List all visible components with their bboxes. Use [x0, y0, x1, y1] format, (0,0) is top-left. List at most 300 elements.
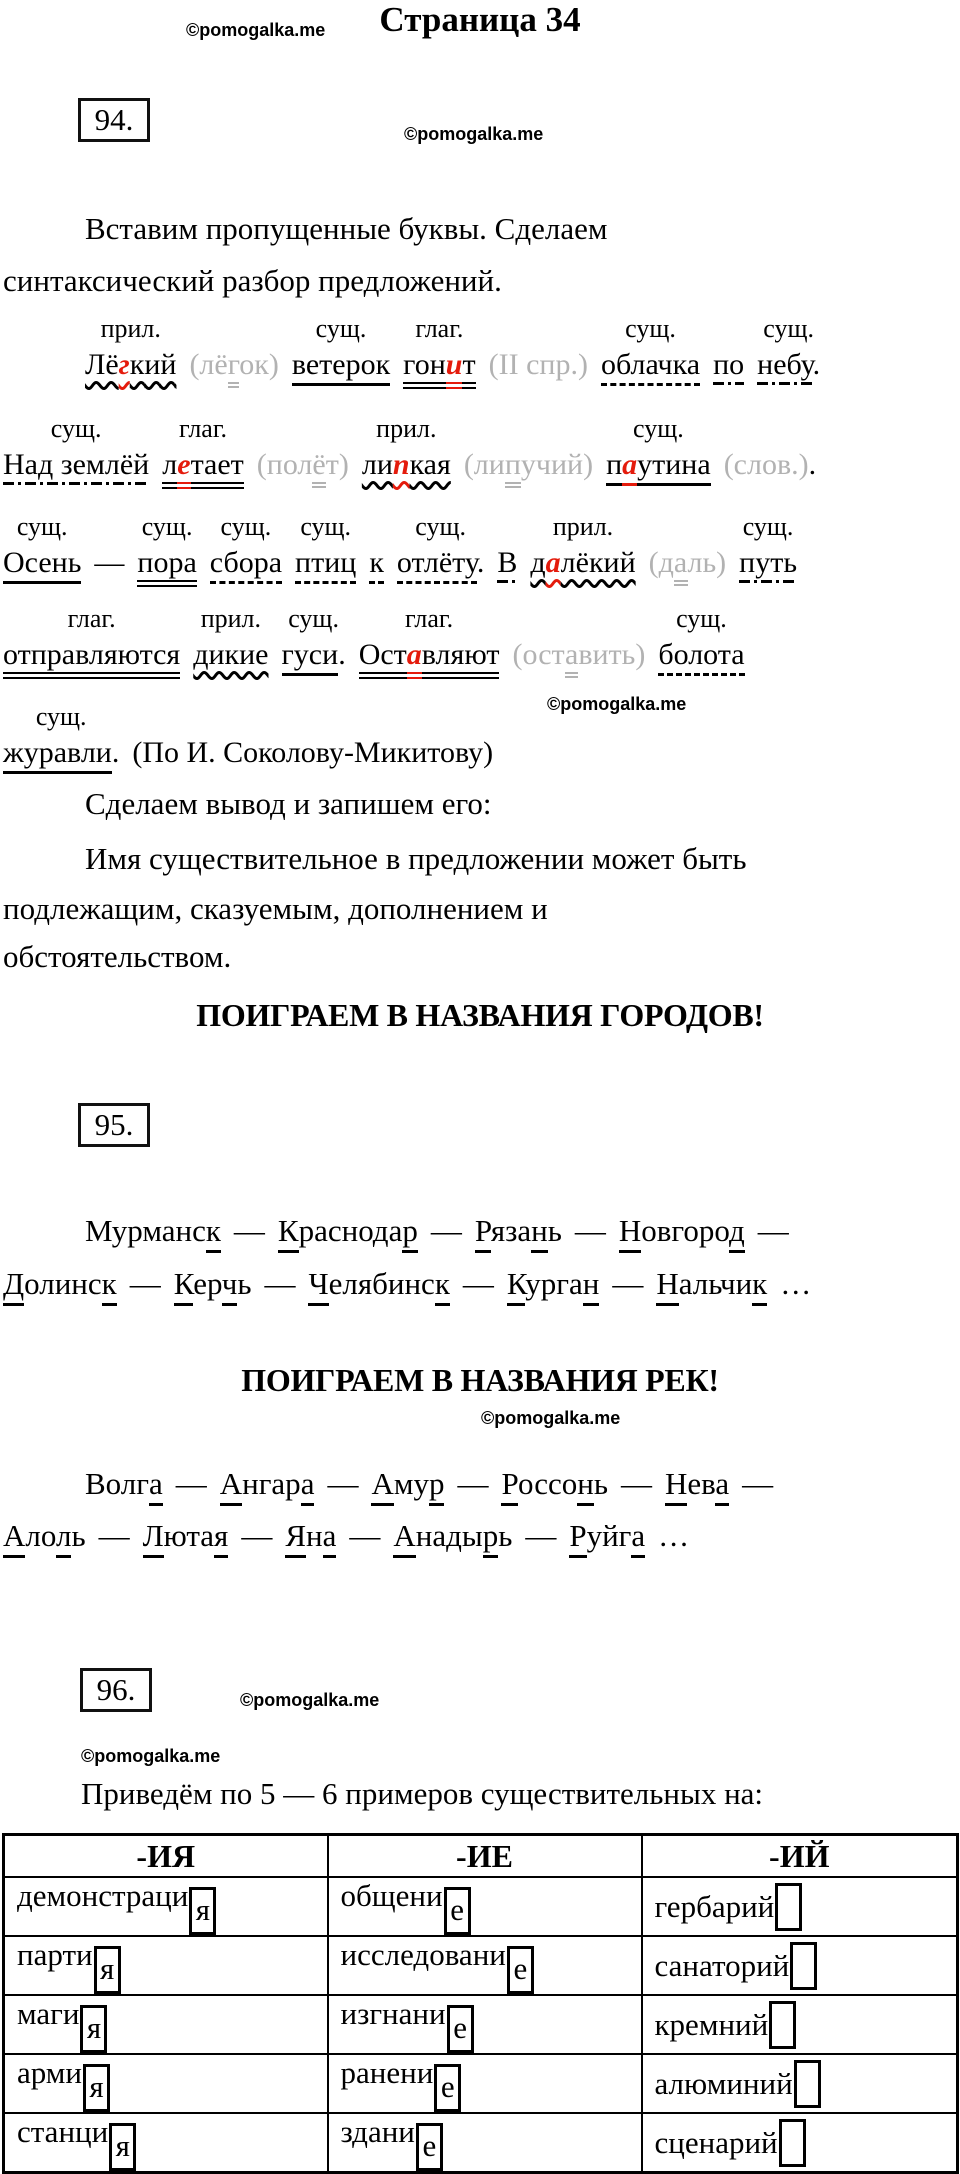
part-of-speech-label: сущ. — [315, 314, 367, 343]
word-token — [162, 414, 244, 482]
word-text: вляют — [422, 638, 500, 679]
ending-box: я — [109, 2123, 136, 2171]
word-text: В — [497, 546, 517, 583]
word-token — [501, 1464, 608, 1504]
word-text: Волг — [85, 1466, 149, 1501]
word-token — [649, 546, 727, 580]
watermark: ©pomogalka.me — [547, 694, 687, 714]
part-of-speech-label: сущ. — [35, 702, 87, 731]
marked-letter: Н — [619, 1213, 641, 1253]
word-text: ли — [361, 448, 393, 481]
ending-box: е — [447, 2005, 474, 2053]
word-token — [757, 314, 821, 382]
word-stem: здани — [340, 2114, 415, 2149]
word-text: — — [525, 1518, 557, 1553]
ending-box: е — [444, 1887, 471, 1935]
word-token — [619, 1211, 745, 1251]
parsed-sentence-line — [3, 509, 797, 580]
conclusion-line: Сделаем вывод и запишем его: — [85, 786, 492, 821]
word-token — [94, 546, 124, 580]
marked-letter: н — [577, 1466, 594, 1506]
word-text: урга — [525, 1266, 583, 1301]
watermark: ©pomogalka.me — [481, 1408, 621, 1428]
heading-cities: ПОИГРАЕМ В НАЗВАНИЯ ГОРОДОВ! — [196, 997, 764, 1033]
word-text: (II спр.) — [488, 348, 588, 381]
word-text: ь — [71, 1518, 86, 1553]
table-row — [4, 1936, 958, 1995]
word-token — [193, 604, 269, 672]
conclusion-line: подлежащим, сказуемым, дополнением и — [3, 891, 548, 926]
word-token — [780, 1264, 811, 1304]
word-text: ь — [547, 1213, 562, 1248]
table-cell — [642, 1877, 958, 1936]
marked-letter: г — [118, 348, 130, 381]
word-text: облачка — [601, 348, 700, 386]
part-of-speech-label: сущ. — [676, 604, 727, 633]
word-token — [85, 1211, 221, 1251]
word-text: т) — [325, 448, 349, 481]
marked-letter: Р — [501, 1466, 517, 1506]
parsed-sentence-line — [3, 411, 816, 482]
page-title: Страница 34 — [379, 0, 581, 39]
word-token — [257, 448, 349, 482]
marked-letter: К — [278, 1213, 299, 1253]
word-token — [85, 314, 177, 382]
parsed-sentence-line — [85, 311, 820, 382]
word-token — [525, 1516, 556, 1556]
word-text: утина — [637, 448, 711, 486]
word-text: — — [349, 1518, 381, 1553]
word-text: Мурманс — [85, 1213, 206, 1248]
word-text: путь — [739, 546, 797, 583]
marked-letter: к — [752, 1266, 767, 1306]
table-cell — [4, 1995, 328, 2054]
word-token — [137, 512, 197, 580]
marked-letter: а — [674, 546, 688, 586]
word-token — [393, 1516, 512, 1556]
marked-letter: К — [174, 1266, 194, 1306]
word-text: ветерок — [292, 348, 390, 386]
word-token — [3, 414, 150, 482]
marked-letter: а — [631, 1518, 645, 1558]
marked-letter: к — [206, 1213, 221, 1253]
word-token — [176, 1464, 207, 1504]
ending-box: е — [434, 2064, 461, 2112]
marked-letter: р — [402, 1213, 418, 1253]
table-header-cell: -ИЯ — [4, 1835, 328, 1878]
zero-ending-box — [769, 2001, 796, 2049]
word-text: — — [327, 1466, 359, 1501]
word-token — [308, 1264, 449, 1304]
word-text: . — [476, 546, 485, 579]
word-text: ер — [193, 1266, 222, 1301]
word-token — [358, 604, 500, 672]
word-token — [291, 314, 391, 382]
word-token — [606, 414, 711, 482]
word-token — [143, 1516, 229, 1556]
table-cell — [642, 1995, 958, 2054]
word-token — [361, 414, 451, 482]
word-text: юта — [163, 1518, 215, 1553]
word-token — [403, 314, 476, 382]
word-token — [369, 546, 384, 580]
table-row — [4, 1995, 958, 2054]
table-cell — [642, 2054, 958, 2113]
word-text: — — [742, 1466, 774, 1501]
word-text: яза — [490, 1213, 532, 1248]
part-of-speech-label: прил. — [200, 604, 262, 633]
marked-letter: А — [393, 1518, 415, 1558]
part-of-speech-label: сущ. — [415, 512, 466, 541]
word-text: (слов.) — [723, 448, 809, 481]
watermark: ©pomogalka.me — [404, 124, 544, 144]
table-cell — [4, 1877, 328, 1936]
word-token — [189, 348, 278, 382]
word-text: … — [658, 1518, 690, 1553]
marked-letter: Л — [143, 1518, 164, 1558]
word-text: пора — [137, 546, 196, 587]
marked-letter: р — [483, 1518, 499, 1558]
word-token — [569, 1516, 645, 1556]
marked-letter: ё — [312, 448, 325, 488]
marked-letter: Н — [656, 1266, 678, 1306]
word-token — [327, 1464, 358, 1504]
part-of-speech-label: сущ. — [16, 512, 68, 541]
word-text: олинс — [24, 1266, 102, 1301]
word-stem: гербарий — [654, 1888, 775, 1924]
ending-box: я — [189, 1887, 216, 1935]
marked-letter: и — [446, 348, 463, 389]
word-token — [132, 736, 493, 770]
word-text: … — [780, 1266, 812, 1301]
word-text: раснода — [298, 1213, 403, 1248]
word-text: лёкий — [560, 546, 636, 579]
word-text: . — [808, 448, 817, 481]
word-token — [174, 1264, 252, 1304]
word-token — [99, 1516, 130, 1556]
word-text: Осень — [3, 546, 81, 584]
word-token — [530, 512, 636, 580]
part-of-speech-label: прил. — [552, 512, 614, 541]
marked-letter: а — [715, 1466, 729, 1506]
word-token — [656, 1264, 767, 1304]
table-cell — [328, 2113, 642, 2173]
word-token — [475, 1211, 562, 1251]
word-stem: исследовани — [340, 1937, 506, 1972]
part-of-speech-label: сущ. — [763, 314, 815, 343]
word-text: Лё — [85, 348, 119, 381]
word-text: ев — [687, 1466, 716, 1501]
conclusion-line: обстоятельством. — [3, 939, 232, 974]
zero-ending-box — [779, 2119, 806, 2167]
word-stem: кремний — [654, 2006, 769, 2042]
table-cell — [4, 2113, 328, 2173]
word-text: Ост — [359, 638, 407, 679]
word-text: гон — [403, 348, 446, 389]
marked-letter: н — [531, 1213, 548, 1253]
word-text: — — [129, 1266, 161, 1301]
watermark: ©pomogalka.me — [81, 1746, 221, 1766]
word-stem: общени — [340, 1878, 443, 1913]
word-stem: демонстраци — [17, 1878, 189, 1913]
word-text: — — [241, 1518, 273, 1553]
marked-letter: ч — [222, 1266, 238, 1306]
table-header-cell: -ИЙ — [642, 1835, 958, 1878]
word-stem: станци — [17, 2114, 109, 2149]
word-token — [758, 1211, 789, 1251]
word-token — [457, 1464, 488, 1504]
word-token — [285, 1516, 336, 1556]
ending-box: я — [80, 2005, 107, 2053]
word-token — [665, 1464, 729, 1504]
word-text: ль) — [687, 546, 727, 579]
marked-letter: а — [301, 1466, 315, 1506]
word-token — [739, 512, 798, 580]
word-text: ь — [593, 1466, 608, 1501]
word-text: — — [612, 1266, 644, 1301]
word-chain-line — [3, 1264, 811, 1304]
word-text: . — [111, 736, 120, 769]
word-text: журавли — [3, 736, 112, 774]
marked-letter: г — [228, 348, 240, 388]
table-cell — [328, 2054, 642, 2113]
word-text: — — [94, 546, 125, 579]
word-text: овгоро — [641, 1213, 729, 1248]
part-of-speech-label: сущ. — [141, 512, 193, 541]
word-text: — — [462, 1266, 494, 1301]
word-token — [371, 1464, 444, 1504]
word-token — [396, 512, 485, 580]
zero-ending-box — [794, 2060, 821, 2108]
exercise-number-box-94: 94. — [78, 98, 150, 142]
zero-ending-box — [790, 1942, 817, 1990]
marked-letter: А — [220, 1466, 242, 1506]
part-of-speech-label: сущ. — [633, 414, 684, 443]
marked-letter: е — [177, 448, 190, 489]
word-token — [724, 448, 816, 482]
word-token — [575, 1211, 606, 1251]
word-text: — — [620, 1466, 652, 1501]
marked-letter: а — [545, 546, 561, 579]
word-text: вить) — [578, 638, 646, 671]
part-of-speech-label: прил. — [100, 314, 161, 343]
word-token — [742, 1464, 773, 1504]
word-text: болота — [658, 638, 744, 676]
marked-letter: Д — [3, 1266, 24, 1306]
word-chain-line — [85, 1211, 789, 1251]
word-text: д — [530, 546, 546, 579]
word-stem: изгнани — [340, 1996, 446, 2031]
word-text: — — [430, 1213, 462, 1248]
word-token — [264, 1264, 295, 1304]
table-row — [4, 1877, 958, 1936]
word-token — [130, 1264, 161, 1304]
marked-letter: а — [407, 638, 422, 679]
word-token — [621, 1464, 652, 1504]
word-stem: парти — [17, 1937, 93, 1972]
word-text: — — [233, 1213, 265, 1248]
table-cell — [4, 1936, 328, 1995]
parsed-sentence-line — [3, 601, 745, 672]
part-of-speech-label: сущ. — [300, 512, 352, 541]
part-of-speech-label: сущ. — [50, 414, 102, 443]
marked-letter: а — [149, 1466, 163, 1506]
watermark: ©pomogalka.me — [186, 20, 326, 40]
marked-letter: к — [102, 1266, 117, 1306]
word-token — [3, 1264, 117, 1304]
watermark: ©pomogalka.me — [240, 1690, 380, 1710]
marked-letter: р — [429, 1466, 445, 1506]
word-chain-line — [3, 1516, 689, 1556]
ending-box: я — [83, 2064, 110, 2112]
word-token — [600, 314, 701, 382]
word-text: (пол — [256, 448, 313, 481]
word-text: птиц — [295, 546, 356, 584]
exercise-96-intro: Приведём по 5 — 6 примеров существительных на: — [81, 1776, 764, 1811]
word-text: по — [713, 348, 744, 385]
word-token — [489, 348, 588, 382]
word-token — [85, 1464, 163, 1504]
ending-box: е — [507, 1946, 534, 1994]
word-text: (д — [648, 546, 674, 579]
word-text: Над землёй — [3, 448, 149, 485]
word-token — [278, 1211, 418, 1251]
marked-letter: н — [583, 1266, 600, 1306]
part-of-speech-label: сущ. — [742, 512, 794, 541]
part-of-speech-label: глаг. — [415, 314, 464, 343]
part-of-speech-label: сущ. — [220, 512, 272, 541]
word-token — [3, 1516, 86, 1556]
word-text: альчи — [678, 1266, 753, 1301]
word-stem: санаторий — [654, 1947, 790, 1983]
marked-letter: п — [505, 448, 521, 488]
table-cell — [328, 1995, 642, 2054]
word-token — [220, 1464, 315, 1504]
word-text: — — [98, 1518, 130, 1553]
word-text: (ли — [463, 448, 505, 481]
word-token — [612, 1264, 643, 1304]
table-row — [4, 2113, 958, 2173]
word-text: отлёту — [397, 546, 477, 584]
word-text: отправляются — [3, 638, 180, 679]
parsed-sentence-line — [3, 699, 493, 770]
word-text: учий) — [520, 448, 594, 481]
word-text: — — [574, 1213, 606, 1248]
word-token — [295, 512, 357, 580]
table-cell — [328, 1877, 642, 1936]
word-token — [713, 348, 744, 382]
marked-letter: а — [565, 638, 578, 678]
table-header-cell: -ИЕ — [328, 1835, 642, 1878]
marked-letter: Р — [475, 1213, 491, 1253]
word-text: кая — [409, 448, 451, 481]
marked-letter: К — [507, 1266, 525, 1306]
word-chain-line — [85, 1464, 773, 1504]
endings-table — [2, 1833, 959, 2174]
word-text: му — [393, 1466, 429, 1501]
part-of-speech-label: сущ. — [625, 314, 676, 343]
word-text: . — [338, 638, 346, 671]
part-of-speech-label: глаг. — [405, 604, 454, 633]
word-text: ь — [498, 1518, 513, 1553]
word-text: л — [162, 448, 177, 489]
word-text: (По И. Соколову-Микитову) — [132, 736, 494, 769]
word-text: уйг — [586, 1518, 632, 1553]
word-text: ло — [25, 1518, 56, 1553]
word-text: тает — [191, 448, 244, 489]
marked-letter: п — [392, 448, 410, 481]
table-cell — [642, 1936, 958, 1995]
word-token — [464, 448, 593, 482]
word-token — [463, 1264, 494, 1304]
word-token — [281, 604, 346, 672]
word-text: — — [457, 1466, 489, 1501]
intro-line: Вставим пропущенные буквы. Сделаем — [85, 211, 608, 246]
part-of-speech-label: глаг. — [178, 414, 228, 443]
part-of-speech-label: глаг. — [67, 604, 116, 633]
marked-letter: Ч — [308, 1266, 328, 1306]
table-row — [4, 2054, 958, 2113]
word-token — [3, 604, 181, 672]
marked-letter: а — [323, 1518, 337, 1558]
marked-letter: А — [371, 1466, 393, 1506]
exercise-number-box-96: 96. — [80, 1668, 152, 1712]
word-token — [3, 702, 120, 770]
word-token — [658, 1516, 689, 1556]
word-text: сбора — [210, 546, 282, 584]
table-cell — [328, 1936, 642, 1995]
marked-letter: Н — [665, 1466, 687, 1506]
exercise-number-box-95: 95. — [78, 1103, 150, 1147]
word-stem: алюминий — [654, 2065, 793, 2101]
word-token — [497, 546, 517, 580]
word-text: елябинс — [328, 1266, 435, 1301]
marked-letter: л — [56, 1518, 71, 1558]
ending-box: е — [416, 2123, 443, 2171]
word-stem: сценарий — [654, 2124, 778, 2160]
heading-rivers: ПОИГРАЕМ В НАЗВАНИЯ РЕК! — [241, 1362, 719, 1398]
word-text: нады — [415, 1518, 483, 1553]
word-text: — — [175, 1466, 207, 1501]
word-stem: ранени — [340, 2055, 434, 2090]
word-text: — — [264, 1266, 296, 1301]
marked-letter: а — [622, 448, 637, 486]
word-token — [349, 1516, 380, 1556]
word-text: кий — [129, 348, 177, 381]
word-token — [209, 512, 283, 580]
word-text: ок) — [239, 348, 279, 381]
word-token — [3, 512, 82, 580]
marked-letter: Я — [285, 1518, 306, 1558]
marked-letter: к — [435, 1266, 450, 1306]
part-of-speech-label: прил. — [376, 414, 437, 443]
word-token — [431, 1211, 462, 1251]
word-text: к — [369, 546, 384, 584]
word-text: (ост — [512, 638, 565, 671]
word-text: гуси — [282, 638, 339, 676]
word-text: (лё — [189, 348, 228, 381]
word-text: дикие — [193, 638, 269, 671]
part-of-speech-label: сущ. — [288, 604, 339, 633]
word-text: — — [757, 1213, 789, 1248]
word-stem: арми — [17, 2055, 82, 2090]
word-text: т — [462, 348, 475, 389]
word-token — [507, 1264, 599, 1304]
ending-box: я — [94, 1946, 121, 1994]
zero-ending-box — [775, 1883, 802, 1931]
word-text: небу — [757, 348, 813, 385]
word-token — [658, 604, 745, 672]
